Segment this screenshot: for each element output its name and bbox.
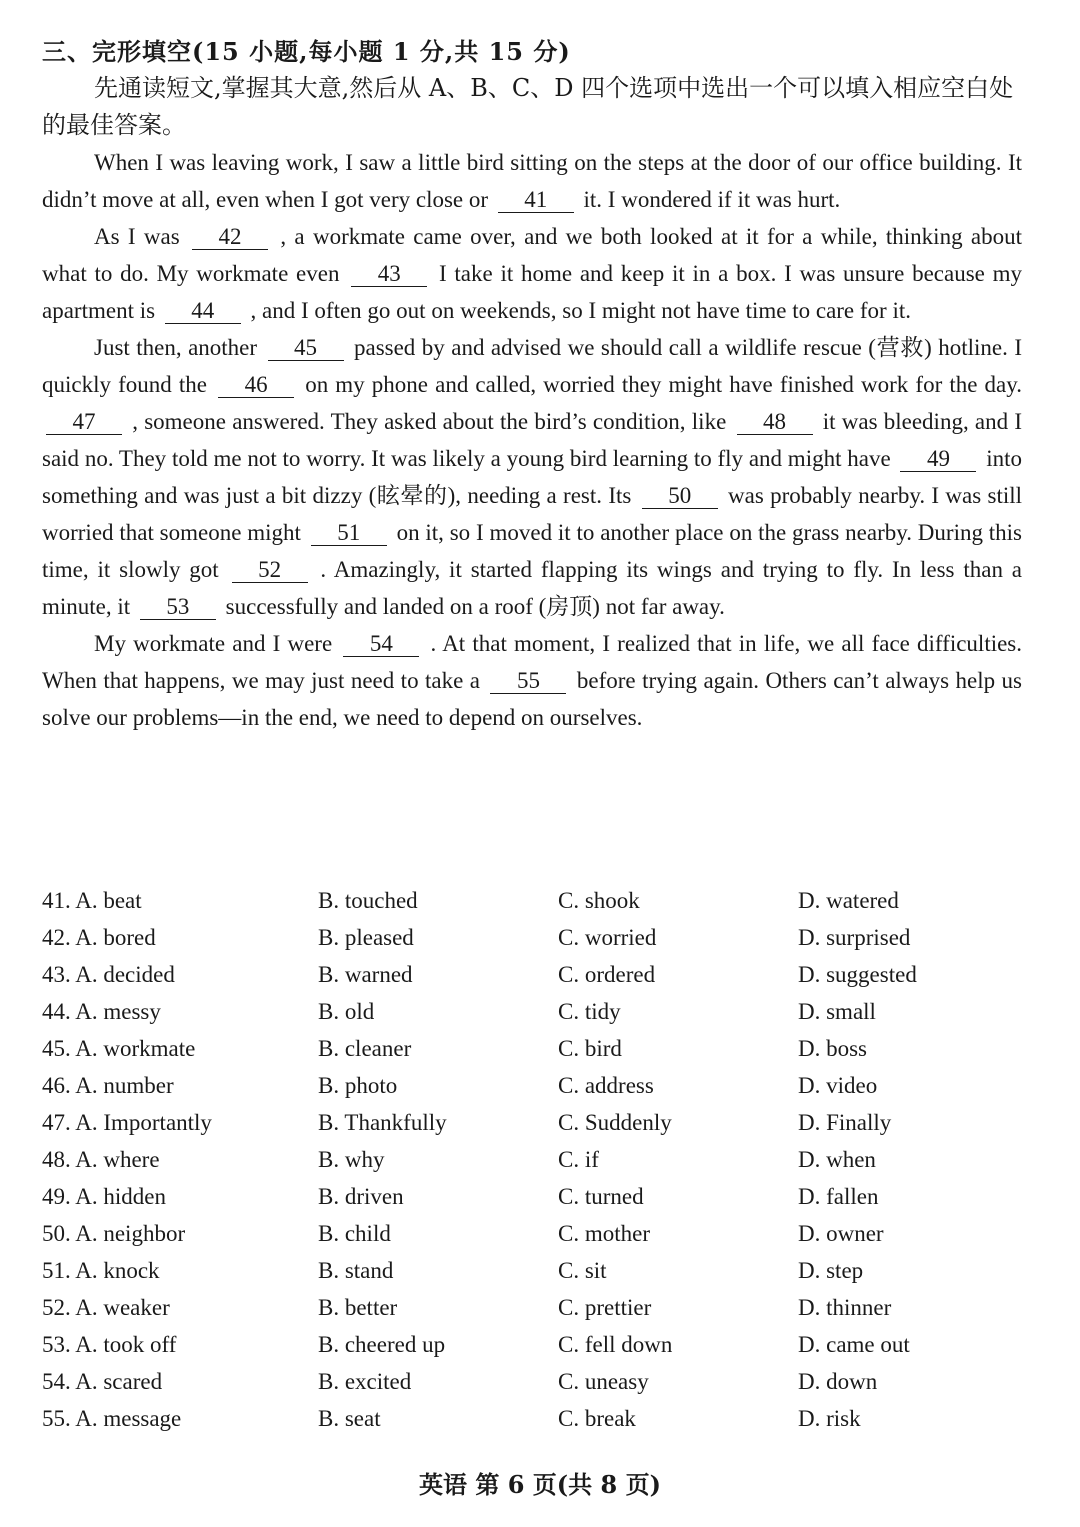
- option-b: B. why: [318, 1146, 385, 1172]
- passage-text: . At that moment, I realized that in life, we all face difficulties. When that happens, we may just need to take a: [42, 631, 1023, 693]
- passage-text: on my phone and called, worried they might have finished work for the day.: [305, 372, 1022, 397]
- option-c: C. uneasy: [558, 1368, 649, 1394]
- option-b: B. pleased: [318, 924, 414, 950]
- option-a: 42. A. bored: [42, 924, 156, 950]
- option-a: 47. A. Importantly: [42, 1109, 212, 1135]
- option-b: B. cheered up: [318, 1331, 446, 1357]
- option-a: 43. A. decided: [42, 961, 175, 987]
- blank-53: 53: [140, 595, 216, 620]
- option-d: D. fallen: [798, 1183, 879, 1209]
- option-d: D. came out: [798, 1331, 910, 1357]
- option-b: B. touched: [318, 887, 418, 913]
- option-row-48: [42, 1141, 1022, 1178]
- option-a: 55. A. message: [42, 1405, 182, 1431]
- blank-45: 45: [268, 336, 344, 361]
- option-c: C. break: [558, 1405, 636, 1431]
- option-row-42: [42, 919, 1022, 956]
- option-c: C. sit: [558, 1257, 607, 1283]
- passage-text: . Amazingly, it started flapping its wings and trying to fly. In less than a minute, it: [42, 557, 1023, 619]
- section-title: 三、完形填空(15 小题,每小题 1 分,共 15 分): [42, 37, 571, 66]
- option-c: C. tidy: [558, 998, 621, 1024]
- option-d: D. watered: [798, 887, 899, 913]
- option-a: 51. A. knock: [42, 1257, 160, 1283]
- option-b: B. old: [318, 998, 375, 1024]
- blank-51: 51: [311, 521, 387, 546]
- option-a: 54. A. scared: [42, 1368, 163, 1394]
- paragraph-4: [42, 625, 1022, 736]
- passage-text: into something and was just a bit dizzy (眩晕的), needing a rest. Its: [42, 446, 1023, 508]
- passage-text: As I was: [94, 224, 180, 249]
- option-row-55: [42, 1400, 1022, 1437]
- option-d: D. when: [798, 1146, 876, 1172]
- option-b: B. excited: [318, 1368, 412, 1394]
- passage-text: , a workmate came over, and we both looked at it for a while, thinking about what to do. My workmate even: [42, 224, 1023, 286]
- passage-text: it was bleeding, and I said no. They told me not to worry. It was likely a young bird learning to fly and might have: [42, 409, 1023, 471]
- option-c: C. mother: [558, 1220, 650, 1246]
- option-c: C. bird: [558, 1035, 622, 1061]
- paragraph-1: [42, 144, 1022, 218]
- option-c: C. shook: [558, 887, 640, 913]
- option-d: D. down: [798, 1368, 878, 1394]
- passage-text: passed by and advised we should call a wildlife rescue (营救) hotline. I quickly found the: [42, 335, 1022, 397]
- option-row-45: [42, 1030, 1022, 1067]
- passage-text: before trying again. Others can’t always help us solve our problems—in the end, we need to depend on ourselves.: [42, 668, 1023, 730]
- option-d: D. suggested: [798, 961, 917, 987]
- blank-46: 46: [218, 373, 294, 398]
- option-a: 46. A. number: [42, 1072, 174, 1098]
- paragraph-3: [42, 329, 1022, 625]
- option-a: 41. A. beat: [42, 887, 142, 913]
- passage-text: Just then, another: [94, 335, 258, 360]
- blank-55: 55: [490, 669, 566, 694]
- option-c: C. Suddenly: [558, 1109, 672, 1135]
- option-c: C. fell down: [558, 1331, 673, 1357]
- option-c: C. prettier: [558, 1294, 652, 1320]
- option-row-50: [42, 1215, 1022, 1252]
- page-footer: 英语 第 6 页(共 8 页): [419, 1470, 661, 1499]
- option-row-46: [42, 1067, 1022, 1104]
- blank-44: 44: [165, 299, 241, 324]
- blank-41: 41: [498, 188, 574, 213]
- option-a: 49. A. hidden: [42, 1183, 166, 1209]
- blank-48: 48: [737, 410, 813, 435]
- option-c: C. if: [558, 1146, 599, 1172]
- option-b: B. warned: [318, 961, 413, 987]
- passage-text: was probably nearby. I was still worried that someone might: [42, 483, 1023, 545]
- blank-47: 47: [46, 410, 122, 435]
- option-b: B. cleaner: [318, 1035, 412, 1061]
- option-d: D. small: [798, 998, 876, 1024]
- option-d: D. thinner: [798, 1294, 892, 1320]
- option-c: C. worried: [558, 924, 657, 950]
- paragraph-2: [42, 218, 1022, 329]
- passage-text: My workmate and I were: [94, 631, 333, 656]
- option-d: D. video: [798, 1072, 878, 1098]
- option-a: 53. A. took off: [42, 1331, 177, 1357]
- passage-text: on it, so I moved it to another place on the grass nearby. During this time, it slowly got: [42, 520, 1023, 582]
- blank-50: 50: [642, 484, 718, 509]
- passage-text: , and I often go out on weekends, so I might not have time to care for it.: [250, 298, 911, 323]
- option-c: C. turned: [558, 1183, 644, 1209]
- cloze-passage: [42, 144, 1022, 736]
- blank-54: 54: [343, 632, 419, 657]
- option-a: 52. A. weaker: [42, 1294, 170, 1320]
- answer-options: [42, 882, 1022, 1437]
- option-b: B. photo: [318, 1072, 398, 1098]
- option-d: D. Finally: [798, 1109, 892, 1135]
- option-row-49: [42, 1178, 1022, 1215]
- option-d: D. step: [798, 1257, 864, 1283]
- option-b: B. seat: [318, 1405, 381, 1431]
- option-a: 48. A. where: [42, 1146, 160, 1172]
- passage-text: , someone answered. They asked about the bird’s condition, like: [132, 409, 727, 434]
- option-c: C. ordered: [558, 961, 656, 987]
- option-row-44: [42, 993, 1022, 1030]
- option-row-43: [42, 956, 1022, 993]
- blank-43: 43: [351, 262, 427, 287]
- option-row-41: [42, 882, 1022, 919]
- option-b: B. child: [318, 1220, 391, 1246]
- option-d: D. surprised: [798, 924, 911, 950]
- blank-52: 52: [232, 558, 308, 583]
- option-a: 50. A. neighbor: [42, 1220, 186, 1246]
- option-row-52: [42, 1289, 1022, 1326]
- option-d: D. risk: [798, 1405, 861, 1431]
- option-b: B. better: [318, 1294, 398, 1320]
- option-c: C. address: [558, 1072, 654, 1098]
- option-d: D. boss: [798, 1035, 868, 1061]
- passage-text: When I was leaving work, I saw a little bird sitting on the steps at the door of our office building. It didn’t move at all, even when I got very close or: [42, 150, 1022, 212]
- option-row-54: [42, 1363, 1022, 1400]
- option-b: B. Thankfully: [318, 1109, 447, 1135]
- option-row-53: [42, 1326, 1022, 1363]
- passage-text: it. I wondered if it was hurt.: [583, 187, 841, 212]
- passage-text: I take it home and keep it in a box. I was unsure because my apartment is: [42, 261, 1023, 323]
- instructions: 先通读短文,掌握其大意,然后从 A、B、C、D 四个选项中选出一个可以填入相应空白处的最佳答案。: [42, 74, 1014, 139]
- option-a: 45. A. workmate: [42, 1035, 196, 1061]
- option-b: B. driven: [318, 1183, 404, 1209]
- option-row-51: [42, 1252, 1022, 1289]
- blank-42: 42: [192, 225, 268, 250]
- blank-49: 49: [900, 447, 976, 472]
- option-a: 44. A. messy: [42, 998, 161, 1024]
- option-row-47: [42, 1104, 1022, 1141]
- option-d: D. owner: [798, 1220, 884, 1246]
- option-b: B. stand: [318, 1257, 394, 1283]
- passage-text: successfully and landed on a roof (房顶) not far away.: [225, 594, 725, 619]
